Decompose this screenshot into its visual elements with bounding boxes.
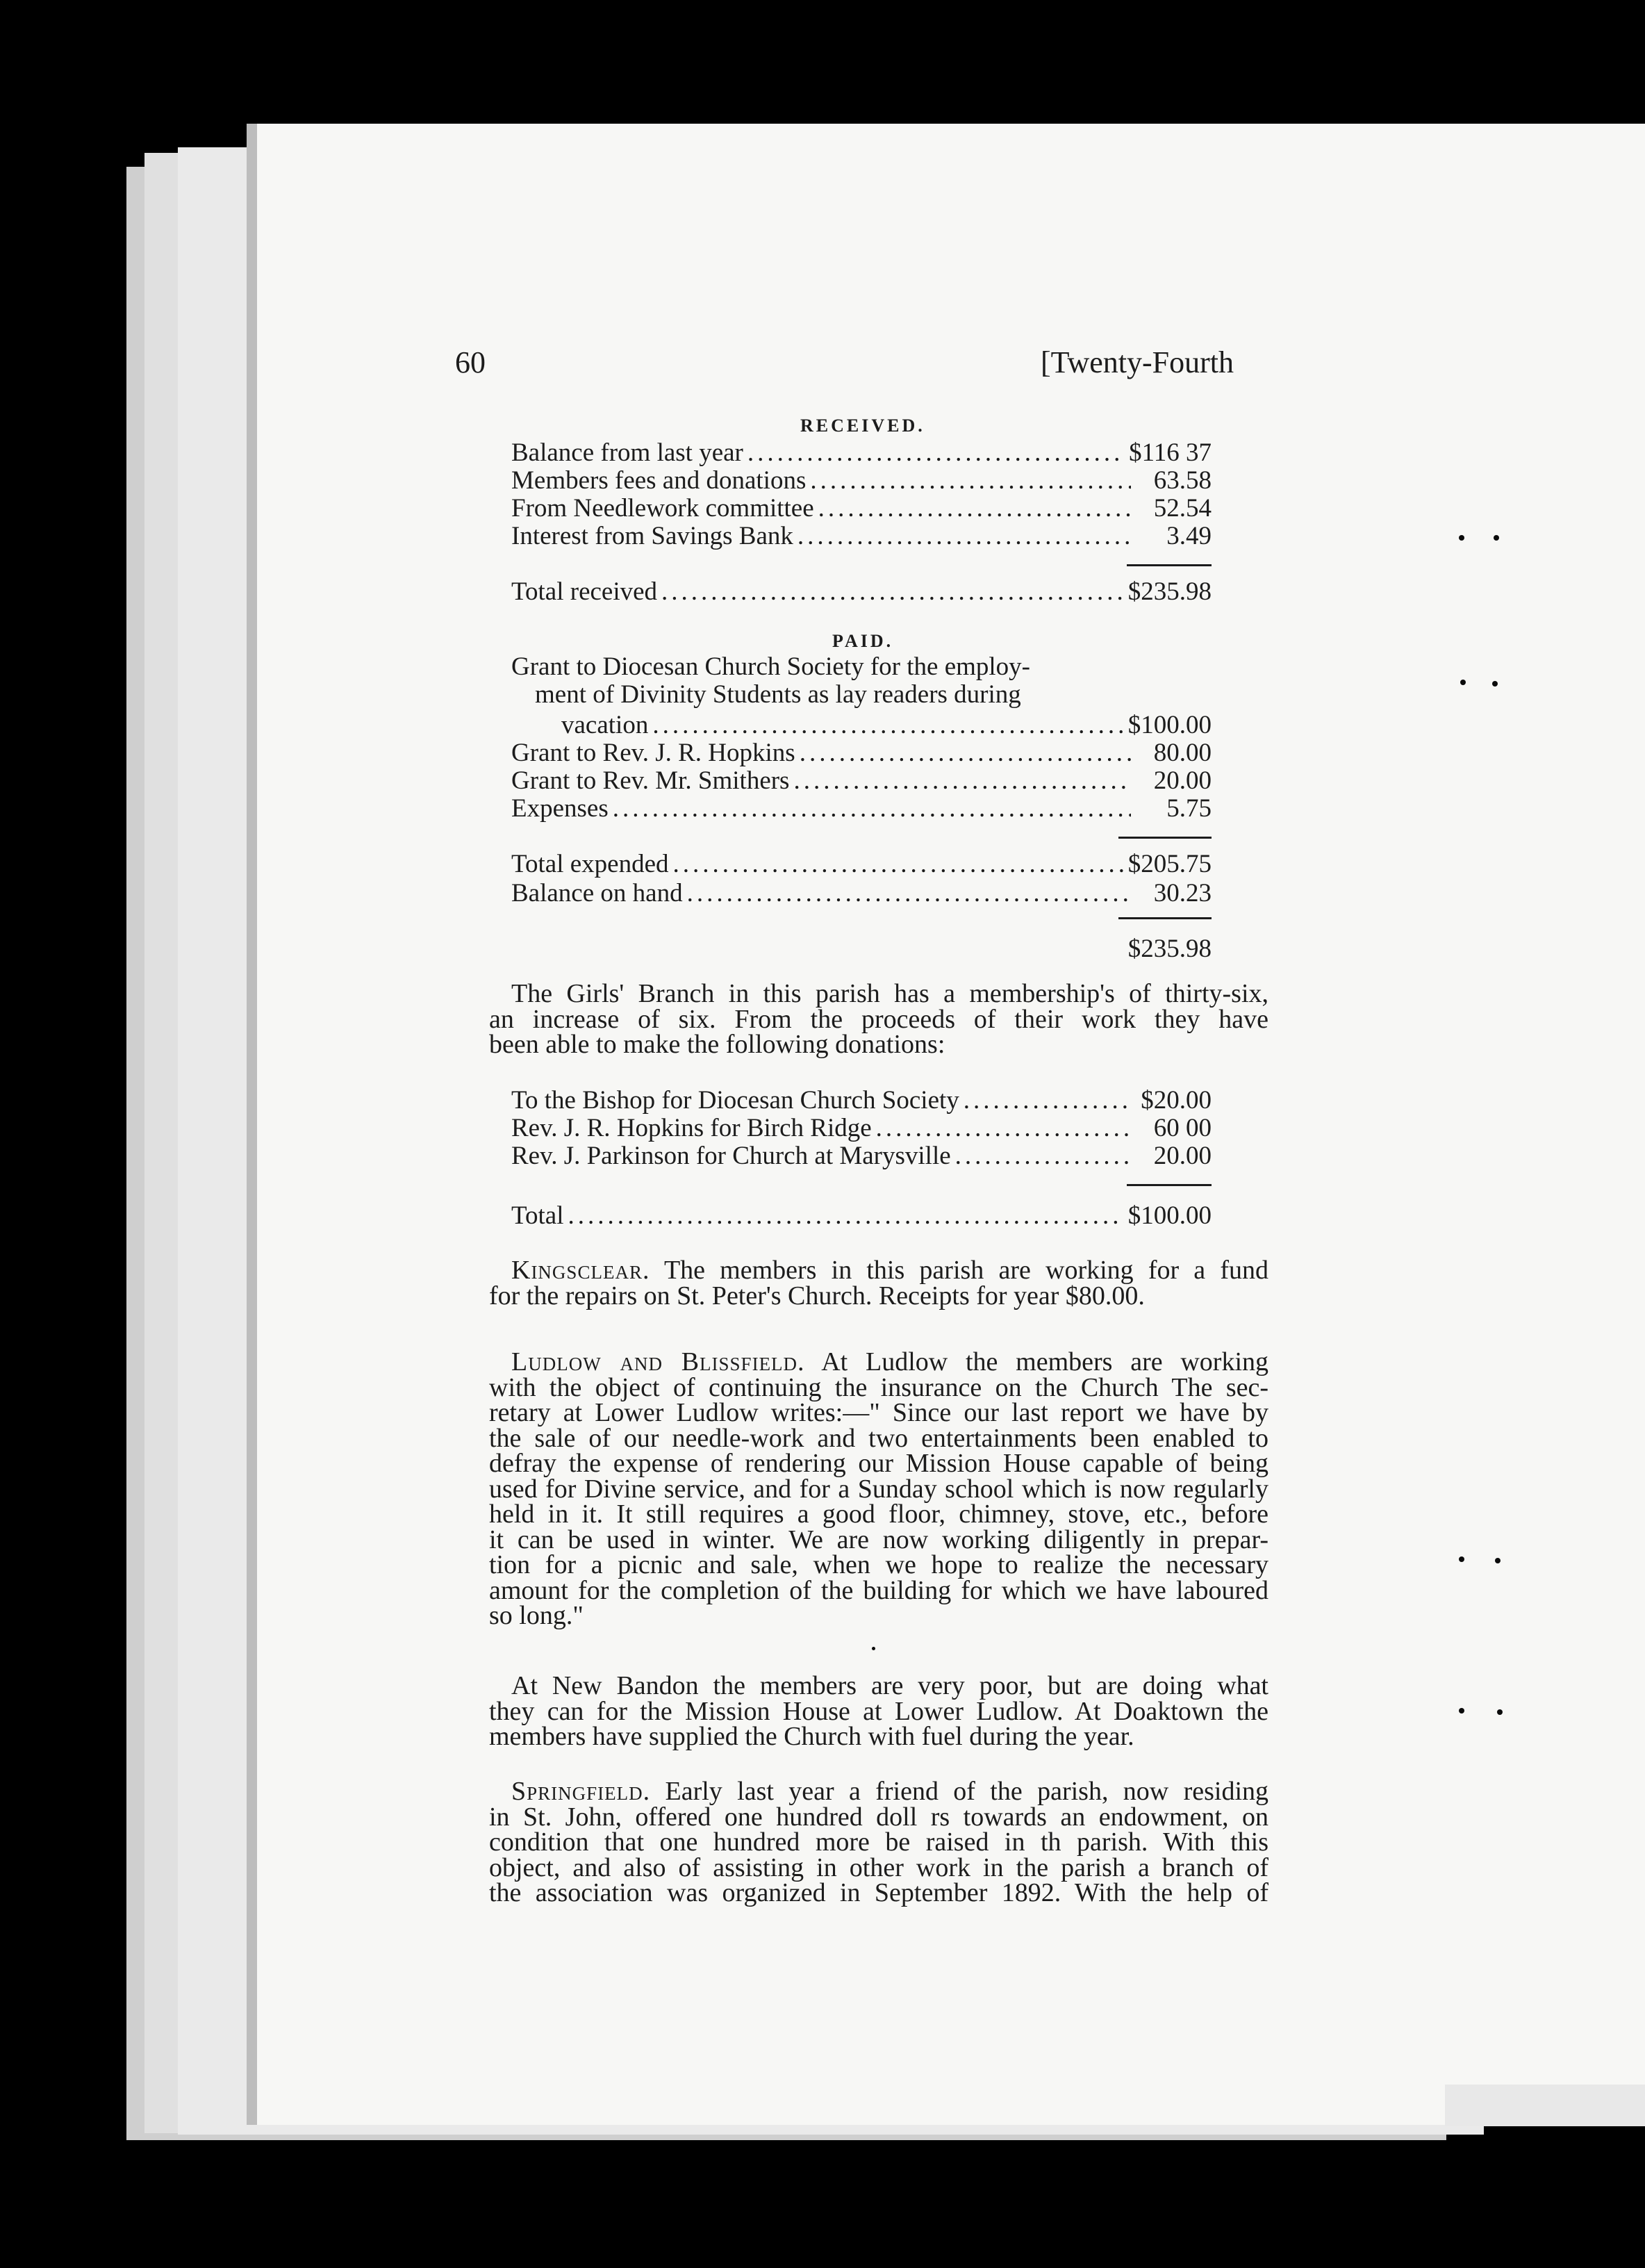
paragraph-line: condition that one hundred more be raised in th parish. With this <box>489 1827 1268 1857</box>
ledger-row <box>511 466 1212 495</box>
leader-dots <box>661 577 1124 607</box>
paragraph-text: The members in this parish are working for a fund <box>663 1256 1268 1285</box>
ledger-total-row <box>511 849 1212 878</box>
paragraph-line: The Girls' Branch in this parish has a membership's of thirty-six, <box>511 979 1268 1008</box>
ledger-amount: $100.00 <box>1127 1201 1212 1230</box>
kingsclear-paragraph <box>489 1258 1268 1308</box>
donation-total-row <box>511 1201 1212 1230</box>
ledger-amount: 52.54 <box>1153 494 1212 523</box>
leader-dots <box>964 1085 1131 1115</box>
ledger-amount: 3.49 <box>1166 522 1212 550</box>
ledger-amount: $235.98 <box>1127 577 1212 606</box>
sum-rule <box>1127 1184 1212 1186</box>
paragraph-line: retary at Lower Ludlow writes:—" Since our last report we have by <box>489 1398 1268 1427</box>
leader-dots <box>955 1141 1131 1171</box>
sum-rule <box>1118 837 1212 839</box>
ledger-row <box>511 766 1212 795</box>
paragraph-line: in St. John, offered one hundred doll rs towards an endowment, on <box>489 1802 1268 1832</box>
sum-rule <box>1127 564 1212 566</box>
leader-dots <box>797 521 1131 551</box>
paragraph-line: object, and also of assisting in other work in the parish a branch of <box>489 1852 1268 1882</box>
paragraph-line: for the repairs on St. Peter's Church. Receipts for year $80.00. <box>489 1281 1145 1310</box>
grant-line: ment of Divinity Students as lay readers during <box>535 680 1021 709</box>
margin-speck <box>1459 1708 1464 1714</box>
ledger-row <box>511 878 1212 907</box>
ledger-amount: 80.00 <box>1153 739 1212 767</box>
margin-speck <box>1492 681 1498 687</box>
paragraph-line: an increase of six. From the proceeds of their work they have <box>489 1004 1268 1034</box>
leader-dots <box>876 1113 1131 1143</box>
leader-dots <box>568 1201 1124 1231</box>
sum-rule <box>1118 917 1212 919</box>
ledger-label: To the Bishop for Diocesan Church Society <box>511 1086 959 1115</box>
paragraph-line: the association was organized in September 1892. With the help of <box>489 1878 1268 1907</box>
paragraph-line: amount for the completion of the building for which we have laboured <box>489 1575 1268 1605</box>
paragraph-line <box>489 1779 1268 1805</box>
page-spine-shadow <box>247 124 257 2125</box>
ledger-row <box>511 738 1212 767</box>
parish-name: Ludlow and Blissfield. <box>511 1347 805 1377</box>
ledger-label: From Needlework committee <box>511 494 814 523</box>
donation-row <box>511 1085 1212 1115</box>
ledger-label: Members fees and donations <box>511 466 807 495</box>
running-title: [Twenty-Fourth <box>1041 345 1234 379</box>
ledger-amount: 20.00 <box>1153 1142 1212 1170</box>
paragraph-line: they can for the Mission House at Lower Ludlow. At Doaktown the <box>489 1696 1268 1726</box>
margin-speck <box>1460 680 1466 685</box>
leader-dots <box>613 794 1131 823</box>
ledger-amount: 30.23 <box>1153 879 1212 907</box>
ledger-label: Rev. J. Parkinson for Church at Marysville <box>511 1142 951 1170</box>
leader-dots <box>818 493 1131 523</box>
ledger-amount: $116 37 <box>1129 438 1212 467</box>
ledger-amount: 20.00 <box>1153 766 1212 795</box>
springfield-paragraph <box>489 1779 1268 1906</box>
leader-dots <box>793 766 1131 796</box>
ludlow-paragraph <box>489 1349 1268 1629</box>
leader-dots <box>810 466 1131 495</box>
ledger-label: Rev. J. R. Hopkins for Birch Ridge <box>511 1114 872 1142</box>
leader-dots <box>747 438 1125 468</box>
ledger-label: Total received <box>511 577 658 606</box>
ledger-label: Grant to Rev. Mr. Smithers <box>511 766 790 795</box>
ledger-row <box>561 710 1212 739</box>
ledger-amount: 5.75 <box>1166 794 1212 823</box>
new-bandon-paragraph <box>489 1673 1268 1750</box>
received-heading: RECEIVED. <box>800 416 925 436</box>
leader-dots <box>652 710 1123 740</box>
paragraph-text: At Ludlow the members are working <box>821 1347 1268 1377</box>
paragraph-line: it can be used in winter. We are now working diligently in prepar- <box>489 1525 1268 1554</box>
paragraph-line: used for Divine service, and for a Sunday school which is now regularly <box>489 1474 1268 1504</box>
donation-row <box>511 1141 1212 1170</box>
paragraph-line: so long." <box>489 1601 584 1630</box>
paragraph-line: with the object of continuing the insurance on the Church The sec- <box>489 1372 1268 1402</box>
paragraph-line: At New Bandon the members are very poor, but are doing what <box>511 1671 1268 1700</box>
parish-name: Kingsclear. <box>511 1256 650 1285</box>
leader-dots <box>800 738 1131 768</box>
ledger-row <box>511 794 1212 823</box>
paragraph-line: defray the expense of rendering our Mission House capable of being <box>489 1449 1268 1478</box>
ledger-amount: 63.58 <box>1153 466 1212 495</box>
page-bottom-fold <box>1445 2085 1645 2126</box>
ledger-amount: $100.00 <box>1127 711 1212 739</box>
ledger-row <box>511 438 1212 467</box>
paragraph-line: held in it. It still requires a good floor, chimney, stove, etc., before <box>489 1499 1268 1529</box>
paragraph-line: members have supplied the Church with fuel during the year. <box>489 1722 1134 1751</box>
paragraph-line: tion for a picnic and sale, when we hope to realize the necessary <box>489 1550 1268 1579</box>
leader-dots <box>687 878 1131 908</box>
ledger-label: Grant to Rev. J. R. Hopkins <box>511 739 795 767</box>
ledger-label: Total expended <box>511 850 669 878</box>
grand-total-amount: $235.98 <box>1127 935 1212 963</box>
ledger-amount: $20.00 <box>1141 1086 1212 1115</box>
ledger-label: Balance on hand <box>511 879 683 907</box>
paragraph-text: Early last year a friend of the parish, now residing <box>665 1777 1269 1806</box>
parish-name: Springfield. <box>511 1777 651 1806</box>
girls-branch-paragraph <box>489 981 1268 1058</box>
margin-speck <box>1495 1558 1501 1563</box>
ledger-label: vacation <box>561 711 649 739</box>
paragraph-line: been able to make the following donations: <box>489 1030 945 1059</box>
paragraph-line <box>489 1349 1268 1375</box>
ledger-label: Balance from last year <box>511 438 743 467</box>
paragraph-line <box>489 1258 1268 1283</box>
ledger-total-row <box>511 577 1212 606</box>
margin-speck <box>872 1647 875 1650</box>
page-number: 60 <box>455 345 486 379</box>
ledger-amount: $205.75 <box>1127 850 1212 878</box>
ledger-amount: 60 00 <box>1153 1114 1212 1142</box>
margin-speck <box>1494 535 1499 541</box>
leader-dots <box>673 849 1124 879</box>
ledger-row <box>511 493 1212 523</box>
margin-speck <box>1459 535 1464 541</box>
ledger-label: Total <box>511 1201 564 1230</box>
paid-heading: PAID. <box>832 631 894 651</box>
ledger-row <box>511 521 1212 550</box>
donation-row <box>511 1113 1212 1142</box>
ledger-label: Interest from Savings Bank <box>511 522 793 550</box>
grant-line: Grant to Diocesan Church Society for the employ- <box>511 652 1030 681</box>
paragraph-line: the sale of our needle-work and two entertainments been enabled to <box>489 1423 1268 1453</box>
margin-speck <box>1497 1709 1503 1715</box>
ledger-label: Expenses <box>511 794 609 823</box>
margin-speck <box>1459 1556 1464 1562</box>
